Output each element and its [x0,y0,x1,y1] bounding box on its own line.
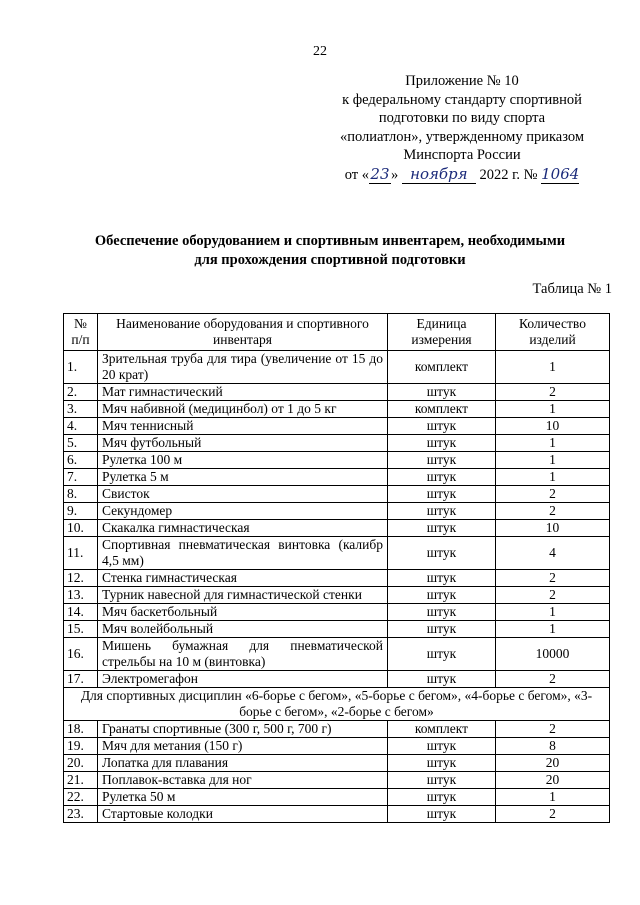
unit: штук [388,587,496,604]
row-number: 11. [64,537,98,570]
appendix-line: Минспорта России [403,147,521,163]
unit: штук [388,621,496,638]
item-name: Турник навесной для гимнастической стенки [98,587,388,604]
item-name: Электромегафон [98,671,388,688]
unit: штук [388,671,496,688]
date-year: 2022 г. № [479,166,538,183]
item-name: Поплавок-вставка для ног [98,772,388,789]
quantity: 1 [496,621,610,638]
table-row [64,452,610,469]
table-label: Таблица № 1 [532,281,612,297]
unit: штук [388,486,496,503]
quantity: 2 [496,503,610,520]
row-number: 21. [64,772,98,789]
table-row [64,351,610,384]
quantity: 1 [496,789,610,806]
item-name: Мат гимнастический [98,384,388,401]
quantity: 4 [496,537,610,570]
item-name: Секундомер [98,503,388,520]
item-name: Зрительная труба для тира (увеличение от 15 до 20 крат) [98,351,388,384]
quantity: 2 [496,806,610,823]
row-number: 2. [64,384,98,401]
appendix-line: Приложение № 10 [405,73,519,89]
table-row [64,537,610,570]
quantity: 1 [496,435,610,452]
table-row [64,789,610,806]
quantity: 10000 [496,638,610,671]
quantity: 20 [496,772,610,789]
table-row [64,772,610,789]
unit: штук [388,537,496,570]
table-row [64,604,610,621]
header-quantity: Количество изделий [496,314,610,351]
date-mid: » [390,166,399,183]
appendix-block [312,72,612,184]
row-number: 13. [64,587,98,604]
row-number: 9. [64,503,98,520]
table-row [64,503,610,520]
quantity: 1 [496,469,610,486]
item-name: Рулетка 100 м [98,452,388,469]
item-name: Лопатка для плавания [98,755,388,772]
date-month: ноября [402,165,476,185]
unit: штук [388,435,496,452]
unit: штук [388,806,496,823]
table-body-section [64,721,610,823]
section-heading-row [64,688,610,721]
row-number: 12. [64,570,98,587]
appendix-line: подготовки по виду спорта [378,110,546,126]
table-row [64,806,610,823]
quantity: 1 [496,351,610,384]
unit: штук [388,604,496,621]
item-name: Стенка гимнастическая [98,570,388,587]
unit: комплект [388,721,496,738]
row-number: 17. [64,671,98,688]
quantity: 2 [496,587,610,604]
table-row [64,671,610,688]
table-row [64,755,610,772]
quantity: 2 [496,570,610,587]
unit: комплект [388,401,496,418]
row-number: 3. [64,401,98,418]
quantity: 20 [496,755,610,772]
unit: штук [388,452,496,469]
table-header-row [64,314,610,351]
quantity: 2 [496,384,610,401]
unit: штук [388,772,496,789]
section-heading: Для спортивных дисциплин «6-борье с бегом», «5-борье с бегом», «4-борье с бегом», «3-борье с бегом», «2-борье с бегом» [64,688,610,721]
unit: штук [388,570,496,587]
item-name: Мяч для метания (150 г) [98,738,388,755]
row-number: 10. [64,520,98,537]
item-name: Рулетка 5 м [98,469,388,486]
item-name: Стартовые колодки [98,806,388,823]
row-number: 6. [64,452,98,469]
table-row [64,418,610,435]
document-title [60,232,600,269]
item-name: Мяч волейбольный [98,621,388,638]
quantity: 10 [496,520,610,537]
unit: штук [388,384,496,401]
row-number: 23. [64,806,98,823]
table-row [64,486,610,503]
table-row [64,469,610,486]
table-row [64,738,610,755]
row-number: 14. [64,604,98,621]
equipment-table [63,313,610,823]
table-row [64,520,610,537]
item-name: Мяч баскетбольный [98,604,388,621]
item-name: Мишень бумажная для пневматической стрельбы на 10 м (винтовка) [98,638,388,671]
quantity: 10 [496,418,610,435]
row-number: 4. [64,418,98,435]
table-row [64,384,610,401]
row-number: 22. [64,789,98,806]
row-number: 5. [64,435,98,452]
appendix-line: «полиатлон», утвержденному приказом [339,128,585,145]
unit: штук [388,469,496,486]
row-number: 16. [64,638,98,671]
unit: штук [388,520,496,537]
table-row [64,721,610,738]
row-number: 15. [64,621,98,638]
item-name: Рулетка 50 м [98,789,388,806]
date-prefix: от « [344,166,369,183]
page-number: 22 [313,44,327,59]
row-number: 1. [64,351,98,384]
header-unit: Единица измерения [388,314,496,351]
row-number: 19. [64,738,98,755]
unit: штук [388,738,496,755]
item-name: Мяч набивной (медицинбол) от 1 до 5 кг [98,401,388,418]
item-name: Мяч футбольный [98,435,388,452]
unit: штук [388,755,496,772]
row-number: 20. [64,755,98,772]
quantity: 2 [496,721,610,738]
header-name: Наименование оборудования и спортивного инвентаря [98,314,388,351]
appendix-line: к федеральному стандарту спортивной [342,91,582,108]
unit: штук [388,418,496,435]
unit: штук [388,503,496,520]
item-name: Гранаты спортивные (300 г, 500 г, 700 г) [98,721,388,738]
row-number: 8. [64,486,98,503]
unit: штук [388,638,496,671]
item-name: Свисток [98,486,388,503]
row-number: 18. [64,721,98,738]
date-day: 23 [370,164,390,183]
header-number: № п/п [64,314,98,351]
order-date-line [312,165,612,185]
title-line: Обеспечение оборудованием и спортивным инвентарем, необходимыми [94,233,566,249]
table-row [64,401,610,418]
item-name: Скакалка гимнастическая [98,520,388,537]
table-row [64,621,610,638]
row-number: 7. [64,469,98,486]
table-row [64,587,610,604]
table-row [64,570,610,587]
table-body-main [64,351,610,688]
quantity: 8 [496,738,610,755]
item-name: Мяч теннисный [98,418,388,435]
quantity: 1 [496,604,610,621]
order-number: 1064 [541,164,580,183]
table-row [64,435,610,452]
quantity: 2 [496,671,610,688]
table-row [64,638,610,671]
item-name: Спортивная пневматическая винтовка (калибр 4,5 мм) [98,537,388,570]
quantity: 1 [496,452,610,469]
quantity: 2 [496,486,610,503]
quantity: 1 [496,401,610,418]
unit: комплект [388,351,496,384]
title-line: для прохождения спортивной подготовки [194,251,466,268]
unit: штук [388,789,496,806]
